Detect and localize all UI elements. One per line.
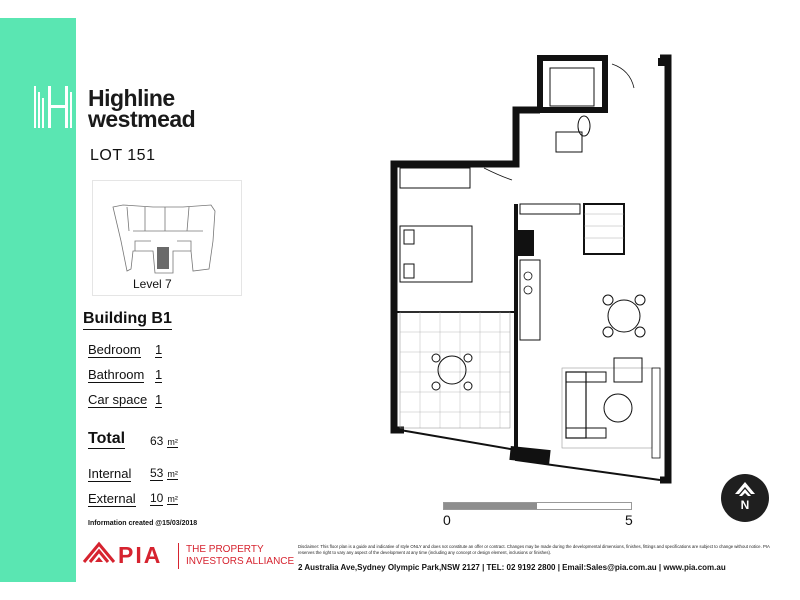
key-plan (92, 180, 242, 296)
spec-value: 1 (155, 367, 163, 382)
scale-end: 5 (625, 512, 633, 528)
area-unit: m² (167, 437, 178, 447)
pia-tagline-line-2: INVESTORS ALLIANCE (186, 556, 295, 567)
lot-number: LOT 151 (90, 147, 156, 164)
pia-divider (178, 543, 179, 569)
internal-label: Internal (88, 466, 132, 481)
pia-tagline-line-1: THE PROPERTY (186, 544, 264, 555)
brand-wordmark (88, 85, 196, 132)
spec-value: 1 (155, 342, 163, 357)
external-label: External (88, 491, 136, 506)
scale-start: 0 (443, 512, 451, 528)
north-arrow-icon (721, 474, 769, 522)
pia-tagline (186, 544, 294, 568)
external-value: 10 (150, 491, 164, 505)
internal-row (88, 466, 131, 481)
external-area (150, 491, 178, 505)
area-unit: m² (167, 494, 178, 504)
internal-value: 53 (150, 466, 164, 480)
scale-bar-outline (443, 502, 633, 511)
pia-logo-icon (82, 540, 116, 566)
info-created: Information created @15/03/2018 (88, 520, 198, 527)
total-value: 63 (150, 434, 164, 448)
brand-line-2: westmead (88, 106, 196, 132)
spec-label: Bathroom (88, 367, 145, 382)
brand-line-1: Highline (88, 85, 175, 111)
spec-value: 1 (155, 392, 163, 407)
north-label: N (740, 498, 750, 512)
floor-plan (380, 50, 680, 490)
disclaimer-text: Disclaimer: This floor plan is a guide and indicative of style ONLY and does not constitute an offer or contract. Changes may be made during the developmental dimensions, finishes, fittings and specifications are subject to change without notice. PIA reserves the right to vary any aspect of the development at any time (including any concept or design element, inclusions or finishes). (298, 544, 770, 555)
spec-row-car-space (88, 392, 163, 407)
total-area (150, 434, 178, 448)
spec-row-bathroom (88, 367, 163, 382)
building-title: Building B1 (83, 310, 172, 330)
area-unit: m² (167, 469, 178, 479)
pia-wordmark: PIA (118, 542, 163, 568)
highline-logo-icon (34, 86, 74, 128)
spec-label: Bedroom (88, 342, 141, 357)
spec-label: Car space (88, 392, 148, 407)
internal-area (150, 466, 178, 480)
contact-line: 2 Australia Ave,Sydney Olympic Park,NSW 2127 | TEL: 02 9192 2800 | Email:Sales@pia.com.au | www.pia.com.au (298, 563, 726, 572)
key-plan-level: Level 7 (133, 277, 172, 291)
external-row (88, 491, 136, 506)
spec-row-bedroom (88, 342, 163, 357)
total-label: Total (88, 430, 126, 447)
